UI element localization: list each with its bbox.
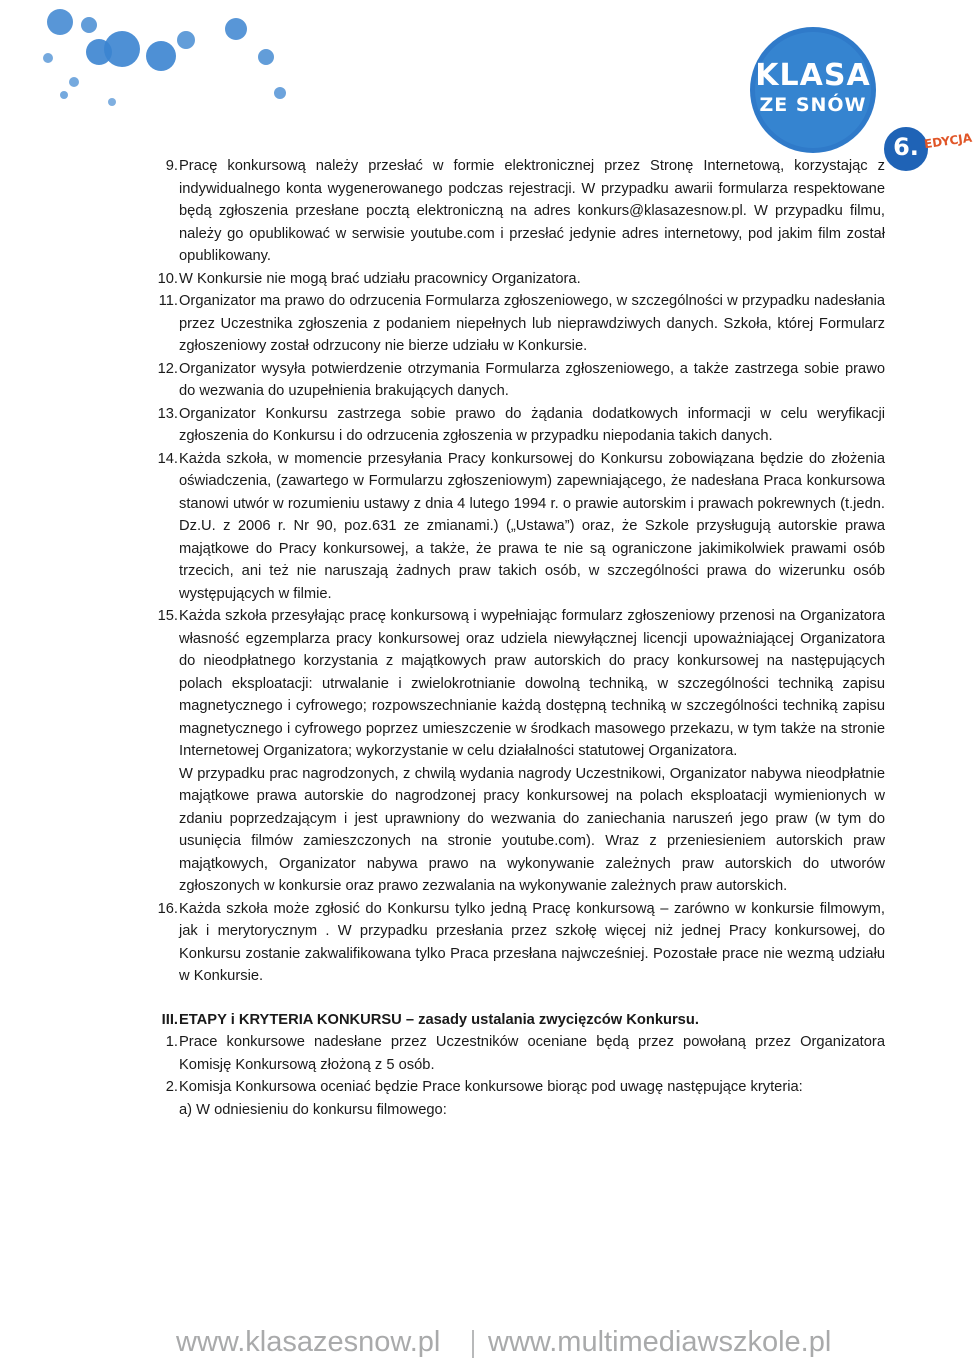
footer-link-klasazesnow[interactable]: www.klasazesnow.pl bbox=[176, 1326, 441, 1358]
item-15-continuation bbox=[135, 763, 885, 898]
item-number: 2. bbox=[165, 1079, 178, 1095]
logo-subtitle: ZE SNÓW bbox=[759, 94, 867, 116]
item-text: Każda szkoła może zgłosić do Konkursu tylko jedną Pracę konkursową – zarówno w konkursie filmowym, jak i merytorycznym . W przypadku przesłania przez szkołę więcej niż jednej Pracy konkursowej, do Konkursu zostanie zakwalifikowana tylko Praca przesłana najwcześniej. Pozostałe prace nie wezmą udziału w Konkursie. bbox=[179, 900, 885, 984]
item-number: 1. bbox=[165, 1034, 178, 1050]
bubble bbox=[81, 17, 97, 33]
item-text: Organizator ma prawo do odrzucenia Formularza zgłoszeniowego, w szczególności w przypadku nadesłania przez Uczestnika zgłoszenia z podaniem niepełnych lub nieprawdziwych danych. Szkoła, której Formularz zgłoszeniowy został odrzucony nie bierze udziału w Konkursie. bbox=[179, 293, 885, 354]
section-number: III. bbox=[161, 1011, 178, 1028]
list-item bbox=[135, 403, 885, 448]
paragraph: W przypadku prac nagrodzonych, z chwilą wydania nagrody Uczestnikowi, Organizator nabywa nieodpłatnie majątkowe prawa autorskie do nagrodzonej pracy konkursowej na polach eksploatacji wymienionych w zdaniu poprzedzającym i jest uprawniony do wezwania do zaniechania naruszeń jego praw (w tym do usunięcia filmów zamieszczonych na stronie youtube.com). Wraz z przeniesieniem autorskich praw majątkowych, Organizator nabywa prawo na wykonywanie zależnych praw autorskich do utworów zgłoszonych w konkursie oraz prawo zezwalania na wykonywanie zależnych praw autorskich. bbox=[179, 765, 885, 894]
list-item bbox=[135, 898, 885, 988]
bubble bbox=[43, 53, 53, 63]
edition-label: EDYCJA bbox=[923, 130, 973, 152]
bubble bbox=[69, 77, 79, 87]
bubble bbox=[225, 18, 247, 40]
list-item bbox=[135, 290, 885, 358]
item-number: 14. bbox=[157, 450, 178, 467]
bubble bbox=[47, 9, 73, 35]
item-text: Pracę konkursową należy przesłać w formie elektronicznej przez Stronę Internetową, korzystając z indywidualnego konta wygenerowanego podczas rejestracji. W przypadku awarii formularza respektowane będą zgłoszenia przesłane pocztą elektroniczną na adres konkurs@klasazesnow.pl. W przypadku filmu, należy go opublikować w serwisie youtube.com i przesłać jedynie adres internetowy, pod jakim film został opublikowany. bbox=[179, 158, 885, 264]
footer-divider bbox=[472, 1330, 474, 1358]
footer bbox=[0, 1318, 960, 1362]
item-text: Każda szkoła przesyłając pracę konkursową i wypełniając formularz zgłoszeniowy przenosi na Organizatora własność egzemplarza pracy konkursowej oraz udziela niewyłącznej licencji upoważniającej Organizatora do nieodpłatnego korzystania z majątkowych praw autorskich do pracy konkursowej na następujących polach eksploatacji: utrwalanie i zwielokrotnianie dowolną techniką, w szczególności techniką zapisu magnetycznego i cyfrowego; rozpowszechnianie każdą dostępną techniką w szczególności techniką zapisu magnetycznego i cyfrowego poprzez umieszczenie w środkach masowego przekazu, w tym także na stronie Internetowej Organizatora; wykorzystanie w celu działalności statutowej Organizatora. bbox=[179, 608, 885, 759]
paragraph: a) W odniesieniu do konkursu filmowego: bbox=[179, 1101, 447, 1118]
bubble bbox=[177, 31, 195, 49]
item-text: Komisja Konkursowa oceniać będzie Prace konkursowe biorąc pod uwagę następujące kryteria: bbox=[179, 1079, 803, 1095]
sub-item-a bbox=[135, 1099, 885, 1122]
section-title: ETAPY i KRYTERIA KONKURSU – zasady ustalania zwycięzców Konkursu. bbox=[179, 1011, 699, 1028]
list-item bbox=[135, 155, 885, 268]
item-text: Prace konkursowe nadesłane przez Uczestników oceniane będą przez powołaną przez Organizatora Komisję Konkursową złożoną z 5 osób. bbox=[179, 1034, 885, 1073]
klasa-ze-snow-logo bbox=[738, 28, 973, 161]
bubble bbox=[274, 87, 286, 99]
bubble bbox=[104, 31, 140, 67]
item-number: 10. bbox=[157, 270, 178, 287]
list-item bbox=[135, 605, 885, 763]
document-body bbox=[135, 155, 885, 1121]
list-item bbox=[135, 448, 885, 606]
item-number: 9. bbox=[165, 158, 178, 174]
edition-number: 6. bbox=[893, 133, 919, 161]
list-item bbox=[135, 1076, 885, 1099]
item-number: 12. bbox=[157, 360, 178, 377]
logo-title: KLASA bbox=[755, 58, 871, 93]
item-text: W Konkursie nie mogą brać udziału pracownicy Organizatora. bbox=[179, 270, 581, 287]
list-item bbox=[135, 358, 885, 403]
bubble bbox=[146, 41, 176, 71]
list-item bbox=[135, 1031, 885, 1076]
section-heading bbox=[135, 1009, 885, 1032]
item-number: 11. bbox=[158, 293, 178, 309]
item-number: 15. bbox=[157, 608, 178, 624]
footer-link-multimediawszkole[interactable]: www.multimediawszkole.pl bbox=[488, 1326, 832, 1358]
item-text: Organizator Konkursu zastrzega sobie prawo do żądania dodatkowych informacji w celu weryfikacji zgłoszenia do Konkursu i do odrzucenia zgłoszenia w przypadku niepodania takich danych. bbox=[179, 405, 885, 444]
bubble bbox=[258, 49, 274, 65]
item-number: 13. bbox=[157, 405, 178, 422]
item-number: 16. bbox=[157, 900, 178, 917]
bubble bbox=[108, 98, 116, 106]
item-text: Każda szkoła, w momencie przesyłania Pracy konkursowej do Konkursu zobowiązana będzie do złożenia oświadczenia, (zawartego w Formularzu zgłoszeniowym) zapewniającego, że nadesłana Praca konkursowa stanowi utwór w rozumieniu ustawy z dnia 4 lutego 1994 r. o prawie autorskim i prawach pokrewnych (t.jedn. Dz.U. z 2006 r. Nr 90, poz.631 ze zmianami.) („Ustawa”) oraz, że Szkole przysługują autorskie prawa majątkowe do Pracy konkursowej, a także, że prawa te nie są ograniczone jakimikolwiek prawami osób trzecich, ani też nie naruszają żadnych praw takich osób, w szczególności prawa do wizerunku osób występujących w filmie. bbox=[179, 450, 885, 602]
item-text: Organizator wysyła potwierdzenie otrzymania Formularza zgłoszeniowego, a także zastrzega sobie prawo do wezwania do uzupełnienia brakujących danych. bbox=[179, 360, 885, 399]
list-item bbox=[135, 268, 885, 291]
bubble bbox=[60, 91, 68, 99]
